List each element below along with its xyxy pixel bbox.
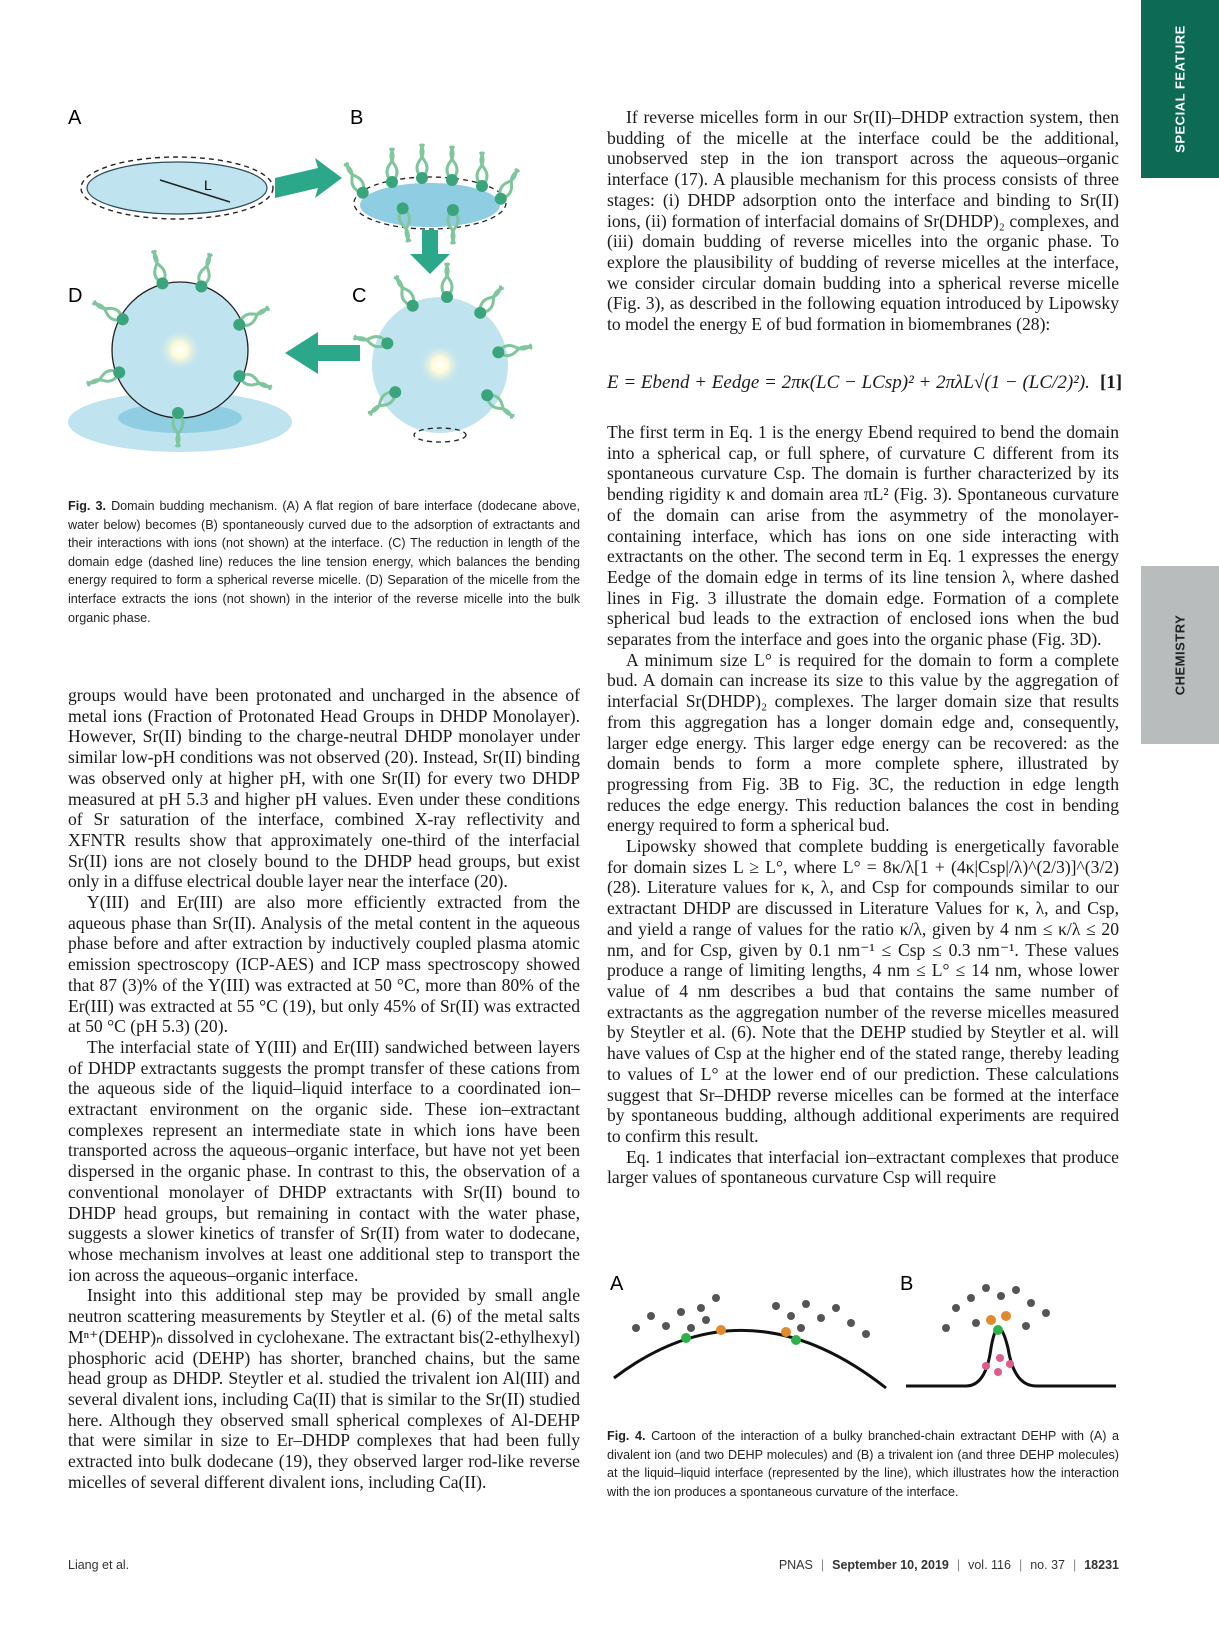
molecules-a [632, 1294, 870, 1345]
figure-4-caption: Fig. 4. Cartoon of the interaction of a bulky branched-chain extractant DEHP with (A) a divalent ion (and two DEHP molecules) and (B) a trivalent ion (and three DEHP molecules) at the liquid–liquid interface (represented by the line), which illustrates how the interaction with the ion produces a spontaneous curvature of the interface. [607, 1429, 1120, 1499]
figure-3-caption: Fig. 3. Domain budding mechanism. (A) A flat region of bare interface (dodecane above, water below) becomes (B) spontaneously curved due to the adsorption of extractants and their interactions with ions (not shown) at the interface. (C) The reduction in length of the domain edge (dashed line) reduces the line tension energy, which balances the bending energy required to form a spherical reverse micelle. (D) Separation of the micelle from the interface extracts the ions (not shown) in the interior of the reverse micelle into the bulk organic phase. [68, 499, 581, 625]
paragraph: Insight into this additional step may be provided by small angle neutron scattering measurements by Steytler et al. (6) of the metal salts Mⁿ⁺(DEHP)ₙ dissolved in cyclohexane. The extractant bis(2-ethylhexyl) phosphoric acid (DEHP) has shorter, branched chains, but the same head group as DHDP. Steytler et al. studied the trivalent ion Al(III) and several divalent ions, including Ca(II) that is similar to the Sr(II) studied here. Although they observed small spherical complexes of Al-DEHP that were similar in size to Er–DHDP complexes that had been fully extracted into bulk dodecane (19), they observed larger rod-like reverse micelles of several different divalent ions, including Ca(II). [68, 1285, 580, 1492]
fig3-label-d: D [68, 285, 83, 307]
paragraph: The interfacial state of Y(III) and Er(III) sandwiched between layers of DHDP extractants suggests the prompt transfer of these cations from the aqueous side of the liquid–liquid interface to a coordinated ion–extractant environment on the organic side. These ion–extractant complexes represent an intermediate state in which ions have been transported across the aqueous–organic interface, but have not yet been dispersed in the organic phase. In contrast to this, the observation of a conventional monolayer of DHDP extractants with Sr(II) bound to DHDP head groups, but remaining in contact with the water phase, suggests a slower kinetics of transfer of Sr(II) from water to dodecane, whose mechanism involves at least one additional step to transport the ion across the aqueous–organic interface. [68, 1036, 580, 1285]
arrow-left [285, 332, 360, 374]
molecules-b [942, 1284, 1050, 1376]
paragraph: The first term in Eq. 1 is the energy Ebend required to bend the domain into a spherical cap, or full sphere, of curvature C different from its spontaneous curvature Csp. The domain is further characterized by its bending rigidity κ and domain area πL² (Fig. 3). Spontaneous curvature of the domain can arise from the asymmetry of the monolayer-containing interface, which has ions on one side interacting with extractants on the other. The second term in Eq. 1 expresses the energy Eedge of the domain edge in terms of its line tension λ, where dashed lines in Fig. 3 illustrate the domain edge. Formation of a complete spherical bud leads to the extraction of enclosed ions when the bud separates from the interface and goes into the organic phase (Fig. 3D). [607, 422, 1119, 650]
chemistry-tab: CHEMISTRY [1141, 566, 1219, 744]
fig3-label-c: C [352, 285, 367, 307]
footer-citation: PNAS | September 10, 2019 | vol. 116 | no. 37 | 18231 [778, 1558, 1119, 1572]
right-column-intro [607, 107, 1119, 335]
interface-line-a [614, 1330, 886, 1388]
arrow-right [275, 158, 342, 198]
right-column [607, 422, 1119, 1188]
paragraph: Lipowsky showed that complete budding is energetically favorable for domain sizes L ≥ L°, where L° = 8κ/λ[1 + (4κ|Csp|/λ)^(2/3)]^(3/2) (28). Literature values for κ, λ, and Csp for compounds similar to our extractant DHDP are discussed in Literature Values for κ, λ, and Csp, and yield a range of values for the ratio κ/λ, given by 4 nm ≤ κ/λ ≤ 20 nm, and for Csp, given by 0.1 nm⁻¹ ≤ Csp ≤ 0.3 nm⁻¹. These values produce a range of limiting lengths, 4 nm ≤ L° ≤ 14 nm, whose lower value of 4 nm describes a bud that contains the same number of extractants as the aggregation number of the reverse micelles measured by Steytler et al. (6). Note that the DEHP studied by Steytler et al. will have values of Csp at the higher end of the stated range, thereby leading to values of L° at the lower end of our prediction. These calculations suggest that Sr–DHDP reverse micelles can be formed at the interface by spontaneous budding, although additional experiments are required to confirm this result. [607, 836, 1119, 1146]
paragraph: Eq. 1 indicates that interfacial ion–extractant complexes that produce larger values of spontaneous curvature Csp will require [607, 1146, 1119, 1188]
figure-3 [60, 100, 580, 490]
interface-line-b [906, 1328, 1116, 1386]
paragraph: Y(III) and Er(III) are also more efficiently extracted from the aqueous phase than Sr(II). Analysis of the metal content in the aqueous phase before and after extraction by inductively coupled plasma atomic emission spectroscopy (ICP-AES) and ICP mass spectroscopy showed that 87 (3)% of the Y(III) was extracted at 50 °C, more than 80% of the Er(III) was extracted at 55 °C (19), but only 45% of Sr(II) was extracted at 50 °C (pH 5.3) (20). [68, 892, 580, 1037]
paragraph: A minimum size L° is required for the domain to form a complete bud. A domain can increase its size to this value by the aggregation of interfacial Sr(DHDP)₂ complexes. The larger domain size that results from this aggregation has a longer domain edge and, consequently, larger edge energy. This larger edge energy can be recovered: as the domain bends to form a more complete sphere, illustrated by progressing from Fig. 3B to Fig. 3C, the reduction in edge length reduces the edge energy. This reduction balances the cost in bending energy required to form a spherical bud. [607, 649, 1119, 836]
figure-4 [606, 1268, 1126, 1428]
fig4-label-a: A [610, 1273, 624, 1295]
fig4-label-b: B [900, 1273, 914, 1295]
flat-interface-disk [87, 162, 267, 214]
arrow-down [410, 230, 450, 274]
paragraph: If reverse micelles form in our Sr(II)–DHDP extraction system, then budding of the micelle at the interface could be the additional, unobserved step in the ion transport across the aqueous–organic interface (17). A plausible mechanism for this process consists of three stages: (i) DHDP adsorption onto the interface and binding to Sr(II) ions, (ii) formation of interfacial domains of Sr(DHDP)₂ complexes, and (iii) domain budding of reverse micelles into the organic phase. To explore the plausibility of budding of reverse micelles at the interface, we consider circular domain budding into a spherical reverse micelle (Fig. 3), as described in the following equation introduced by Lipowsky to model the energy E of bud formation in biomembranes (28): [607, 107, 1119, 335]
length-label-l: L [204, 177, 212, 193]
equation-1: E = Ebend + Eedge = 2πκ(LC − LCsp)² + 2πλL√(1 − (LC/2)²). [1] [607, 372, 1123, 393]
footer-authors: Liang et al. [68, 1558, 130, 1572]
fig3-label-a: A [68, 107, 82, 129]
paragraph: groups would have been protonated and uncharged in the absence of metal ions (Fraction of Protonated Head Groups in DHDP Monolayer). However, Sr(II) binding to the charge-neutral DHDP monolayer under similar low-pH conditions was not observed (20). Instead, Sr(II) binding was observed only at higher pH, with one Sr(II) for every two DHDP measured at pH 5.3 and higher pH values. Even under these conditions of Sr saturation of the interface, combined X-ray reflectivity and XFNTR results show that approximately one-third of the interfacial Sr(II) ions are not closely bound to the DHDP head groups, but exist only in a diffuse electrical double layer near the interface (20). [68, 685, 580, 892]
left-column [68, 685, 580, 1492]
fig3-label-b: B [350, 107, 364, 129]
special-feature-tab: SPECIAL FEATURE [1141, 0, 1219, 178]
